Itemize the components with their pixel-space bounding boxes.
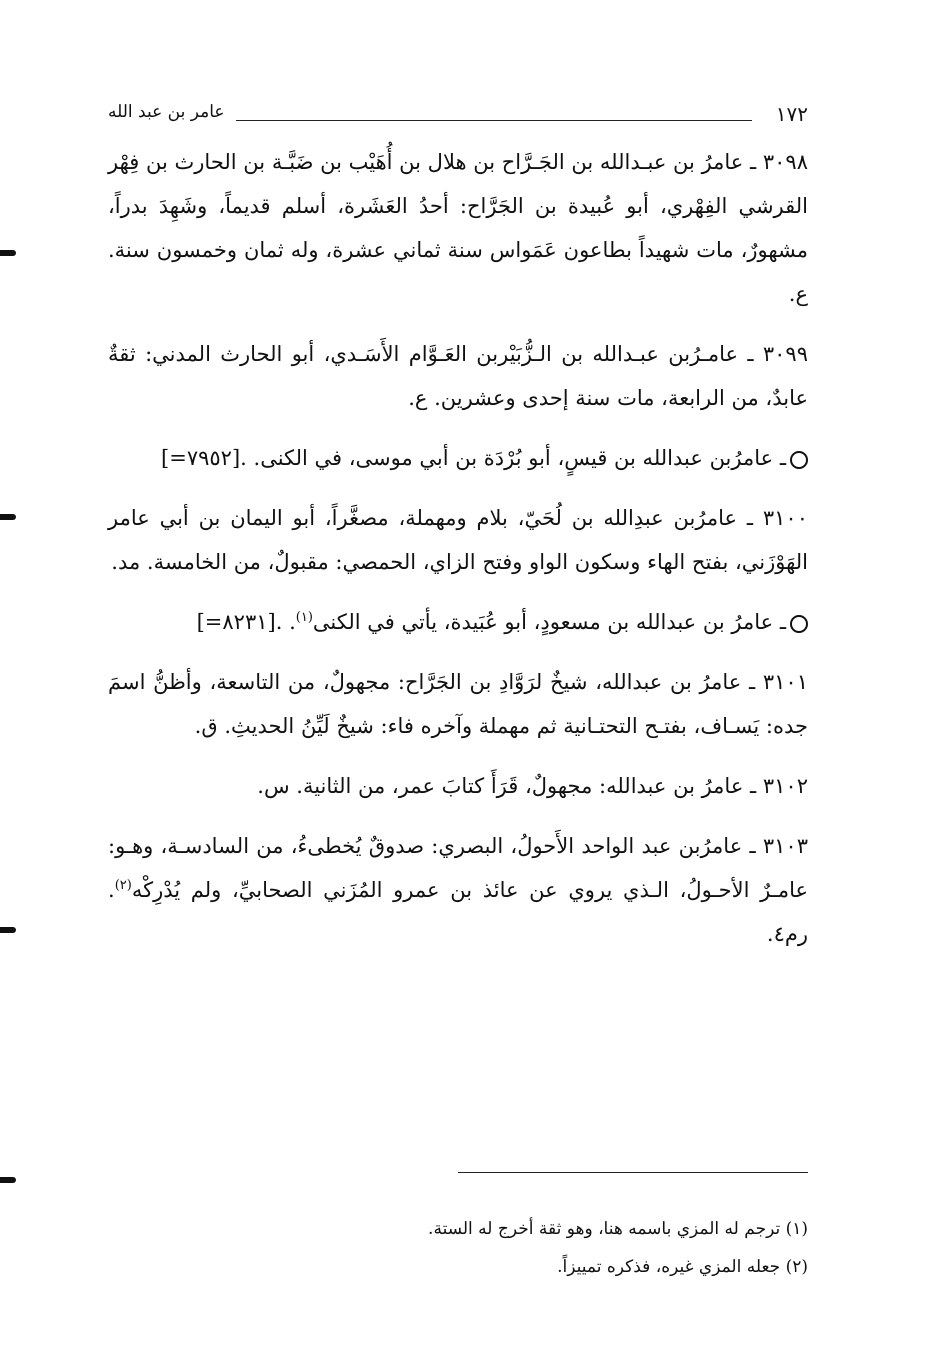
circle-marker-icon: [790, 615, 808, 633]
entry-text: ٣١٠٣ ـ عامرُبن عبد الواحد الأَحولُ، البصري: صدوقٌ يُخطىءُ، من السادسـة، وهـو: عامـرٌ الأحـولُ، الـذي يروي عن عائذ بن عمرو المُزَني الصحابيِّ، ولم يُدْرِكْه: [108, 834, 808, 902]
margin-tick: [0, 927, 16, 933]
entry-3099: [108, 332, 808, 420]
entry-3103: [108, 824, 808, 956]
entry-text: ٣٠٩٩ ـ عامـرُبن عبـدالله بن الـزُّبَيْربن العَـوَّام الأَسَـدي، أبو الحارث المدني: ثقةٌ عابدٌ، من الرابعة، مات سنة إحدى وعشرين. ع.: [108, 342, 808, 410]
main-text: [108, 140, 808, 972]
entry-3102: [108, 764, 808, 808]
cross-reference-number: [=٨٢٣١].: [196, 610, 283, 634]
running-header: [108, 102, 808, 128]
cross-reference-entry: [108, 436, 808, 480]
circle-marker-icon: [790, 451, 808, 469]
page-number: ١٧٢: [775, 102, 808, 126]
entry-3101: [108, 660, 808, 748]
footnote-marker: (٢): [114, 878, 132, 893]
entry-3100: [108, 496, 808, 584]
entry-tail: . رم٤.: [108, 878, 808, 946]
running-title: عامر بن عبد الله: [108, 102, 225, 122]
margin-tick: [0, 514, 16, 520]
entry-text: ٣١٠٢ ـ عامرُ بن عبدالله: مجهولٌ، قَرَأَ كتابَ عمر، من الثانية. س.: [257, 774, 808, 798]
entry-text: ٣١٠١ ـ عامرُ بن عبدالله، شيخٌ لرَوَّادِ بن الجَرَّاح: مجهولٌ، من التاسعة، وأظنُّ اسمَ جده: يَسـاف، بفتـح التحتـانية ثم مهملة وآخره فاء: شيخٌ لَيِّنُ الحديثِ. ق.: [108, 670, 808, 738]
entry-text: ـ عامرُ بن عبدالله بن مسعودٍ، أبو عُبَيدة، يأتي في الكنى: [312, 610, 786, 634]
footnote-2: (٢) جعله المزي غيره، فذكره تمييزاً.: [557, 1257, 808, 1277]
footnote-1: (١) ترجم له المزي باسمه هنا، وهو ثقة أخرج له الستة.: [428, 1219, 808, 1239]
footnote-separator: [458, 1172, 808, 1173]
cross-reference-entry: ـ عامرُ بن عبدالله بن مسعودٍ، أبو عُبَيدة، يأتي في الكنى$^{(١)}$. [=٨٢٣١].: [108, 600, 808, 644]
cross-reference-number: [=٧٩٥٢].: [161, 446, 247, 470]
entry-text: ٣١٠٠ ـ عامرُبن عبدِالله بن لُحَيّ، بلام ومهملة، مصغَّراً، أبو اليمان بن أبي عامر الهَوْزَني، بفتح الهاء وسكون الواو وفتح الزاي، الحمصي: مقبولٌ، من الخامسة. مد.: [108, 506, 808, 574]
entry-text: ـ عامرُبن عبدالله بن قيسٍ، أبو بُرْدَة بن أبي موسى، في الكنى.: [253, 446, 786, 470]
header-rule: [236, 120, 752, 121]
entry-3098: [108, 140, 808, 316]
margin-tick: [0, 1177, 16, 1183]
footnotes: [108, 1210, 808, 1286]
margin-tick: [0, 250, 16, 256]
footnote-marker: (١): [295, 610, 313, 625]
entry-text: ٣٠٩٨ ـ عامرُ بن عبـدالله بن الجَـرَّاح بن هلال بن أُهَيْب بن ضَبَّـة بن الحارث بن فِهْر القرشي الفِهْري، أبو عُبيدة بن الجَرَّاح: أحدُ العَشَرة، أسلم قديماً، وشَهِدَ بدراً، مشهورٌ، مات شهيداً بطاعون عَمَواس سنة ثماني عشرة، وله ثمان وخمسون سنة. ع.: [108, 150, 808, 306]
